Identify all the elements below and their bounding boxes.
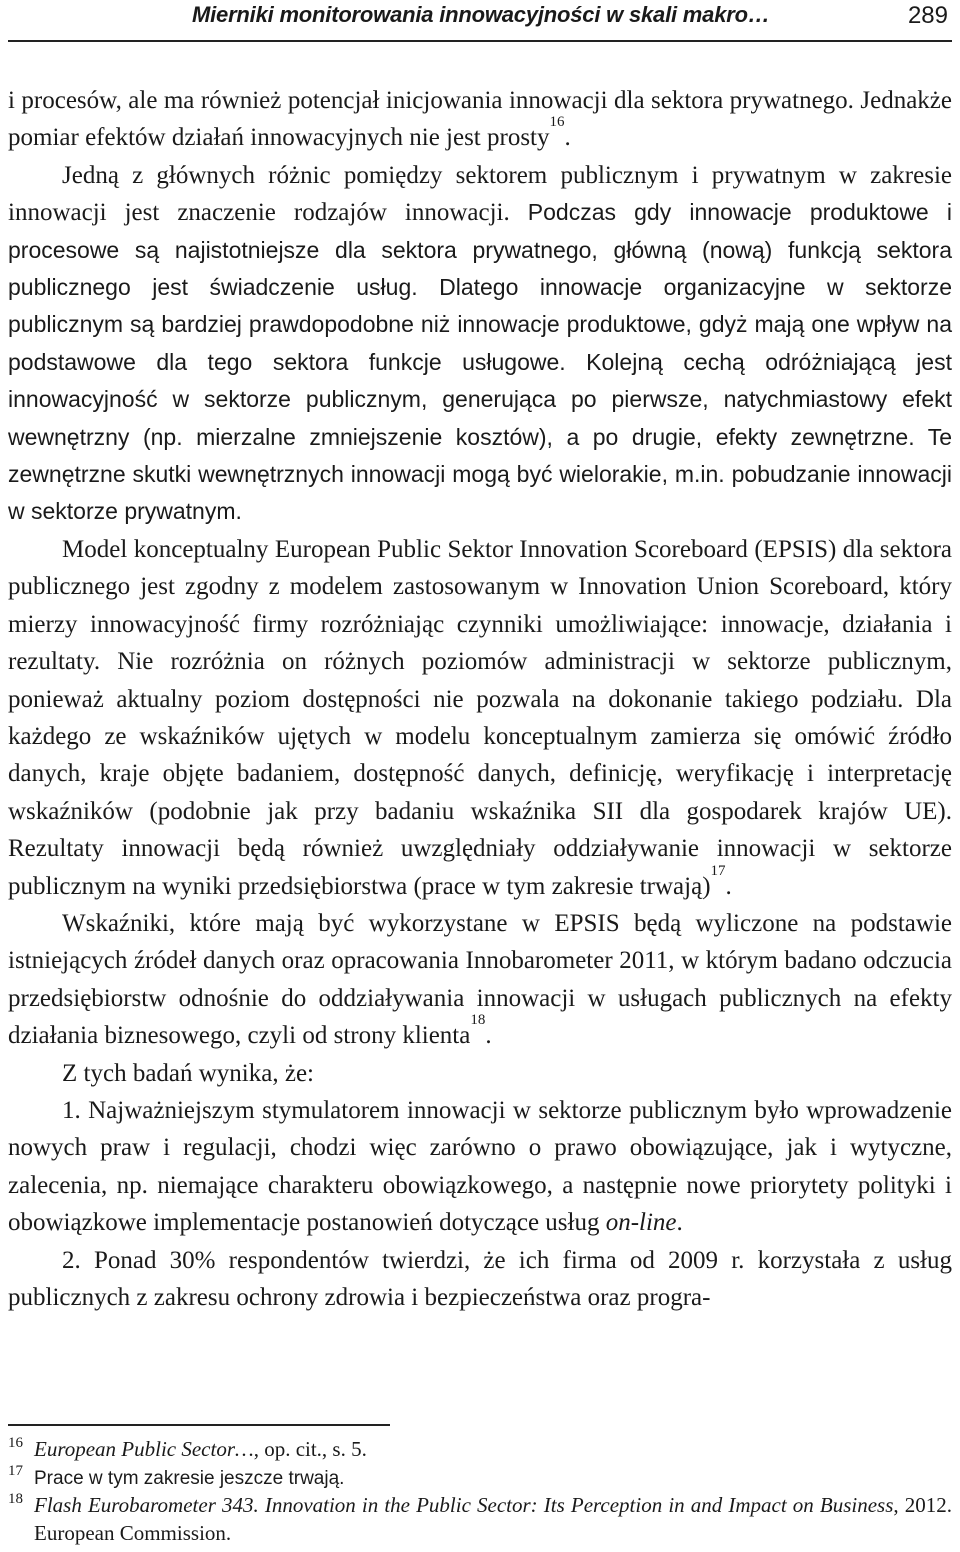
running-title: Mierniki monitorowania innowacyjności w skali makro… (192, 2, 770, 27)
paragraph-3 (8, 531, 952, 905)
paragraph-5: Z tych badań wynika, że: (62, 1059, 314, 1087)
footnote-text: , 2012. European Commission. (34, 1493, 952, 1545)
footnote-text: , op. cit., s. 5. (253, 1437, 367, 1461)
footnote-number: 18 (8, 1491, 23, 1507)
paragraph-1-end: . (564, 124, 571, 152)
footnote-16 (8, 1436, 952, 1464)
list-item-1-italic: on-line (605, 1209, 677, 1237)
list-item-1-text: 1. Najważniejszym stymulatorem innowacji w sektorze publicznym było wprowadzenie nowych praw i regulacji, chodzi więc zarówno o prawo obowiązujące, jak i wytyczne, zalecenia, np. niemające charakteru obowiązkowego, a następnie nowe priorytety polityki i obowiązkowe implementacje postanowień dotyczące usług (8, 1096, 952, 1237)
footnote-17 (8, 1464, 952, 1493)
paragraph-3-text: Model konceptualny European Public Sektor Innovation Scoreboard (EPSIS) dla sektora publicznego jest zgodny z modelem zastosowanym w Innovation Union Scoreboard, który mierzy innowacyjność firmy rozróżniając czynniki umożliwiające: innowacje, działania i rezultaty. Nie rozróżnia on różnych poziomów administracji w sektorze publicznym, ponieważ aktualny poziom dostępności nie pozwala na dokonanie takiego podziału. Dla każdego ze wskaźników ujętych w modelu konceptualnym zamierza się omówić źródło danych, kraje objęte badaniem, dostępność danych, definicję, weryfikację i interpretację wskaźników (podobnie jak przy badaniu wskaźnika SII dla gospodarek krajów UE). Rezultaty innowacji będą również uwzględniały oddziaływanie innowacji w sektorze publicznym na wyniki przedsiębiorstwa (prace w tym zakresie trwają) (8, 535, 952, 900)
footnote-ref-16: 16 (549, 114, 565, 131)
paragraph-4-end: . (485, 1022, 492, 1050)
paragraph-1-text: i procesów, ale ma również potencjał inicjowania innowacji dla sektora prywatnego. Jednakże pomiar efektów działań innowacyjnych nie jest prosty (8, 87, 952, 152)
list-item-1-end: . (676, 1209, 683, 1237)
body-text (8, 82, 952, 1316)
footnote-number: 16 (8, 1435, 23, 1451)
paragraph-1 (8, 82, 952, 157)
footnote-italic: Flash Eurobarometer 343. Innovation in the Public Sector: Its Perception in and Impact on Business (34, 1493, 894, 1517)
footnote-ref-18: 18 (470, 1012, 486, 1029)
paragraph-4 (8, 905, 952, 1055)
paragraph-2 (8, 157, 952, 531)
paragraph-2-text-b: Podczas gdy innowacje produktowe i procesowe są najistotniejsze dla sektora prywatnego, główną (nową) funkcją sektora publicznego jest świadczenie usług. Dlatego innowacje organizacyjne w sektorze publicznym są bardziej prawdopodobne niż innowacje produktowe, gdyż mają one wpływ na podstawowe dla tego sektora funkcje usługowe. Kolejną cechą odróżniającą jest innowacyjność w sektorze publicznym, generująca po pierwsze, natychmiastowy efekt wewnętrzny (np. mierzalne zmniejszenie kosztów), a po drugie, efekty zewnętrzne. Te zewnętrzne skutki wewnętrznych innowacji mogą być wielorakie, m.in. pobudzanie innowacji w sektorze prywatnym. (8, 199, 952, 525)
paragraph-4-text: Wskaźniki, które mają być wykorzystane w EPSIS będą wyliczone na podstawie istniejących źródeł danych oraz opracowania Innobarometer 2011, w którym badano odczucia przedsiębiorstw odnośnie do oddziaływania innowacji w usługach publicznych na efekty działania biznesowego, czyli od strony klienta (8, 909, 952, 1050)
footnote-18 (8, 1492, 952, 1547)
list-item-2: 2. Ponad 30% respondentów twierdzi, że ich firma od 2009 r. korzystała z usług publicznych z zakresu ochrony zdrowia i bezpieczeństwa oraz progra- (8, 1246, 952, 1311)
list-item-1 (8, 1092, 952, 1242)
footnote-ref-17: 17 (710, 862, 726, 879)
footnote-italic: European Public Sector… (34, 1437, 254, 1461)
page-number: 289 (907, 2, 948, 29)
running-header (8, 0, 952, 42)
footnotes (8, 1436, 952, 1547)
footnote-divider (8, 1424, 390, 1426)
footnote-number: 17 (8, 1462, 23, 1479)
paragraph-3-end: . (725, 872, 732, 900)
footnote-text: Prace w tym zakresie jeszcze trwają. (34, 1467, 345, 1489)
paragraph-2-text-a: Jedną z głównych różnic pomiędzy sektorem publicznym i prywatnym w zakresie innowacji jest znaczenie rodzajów innowacji. (8, 161, 952, 227)
